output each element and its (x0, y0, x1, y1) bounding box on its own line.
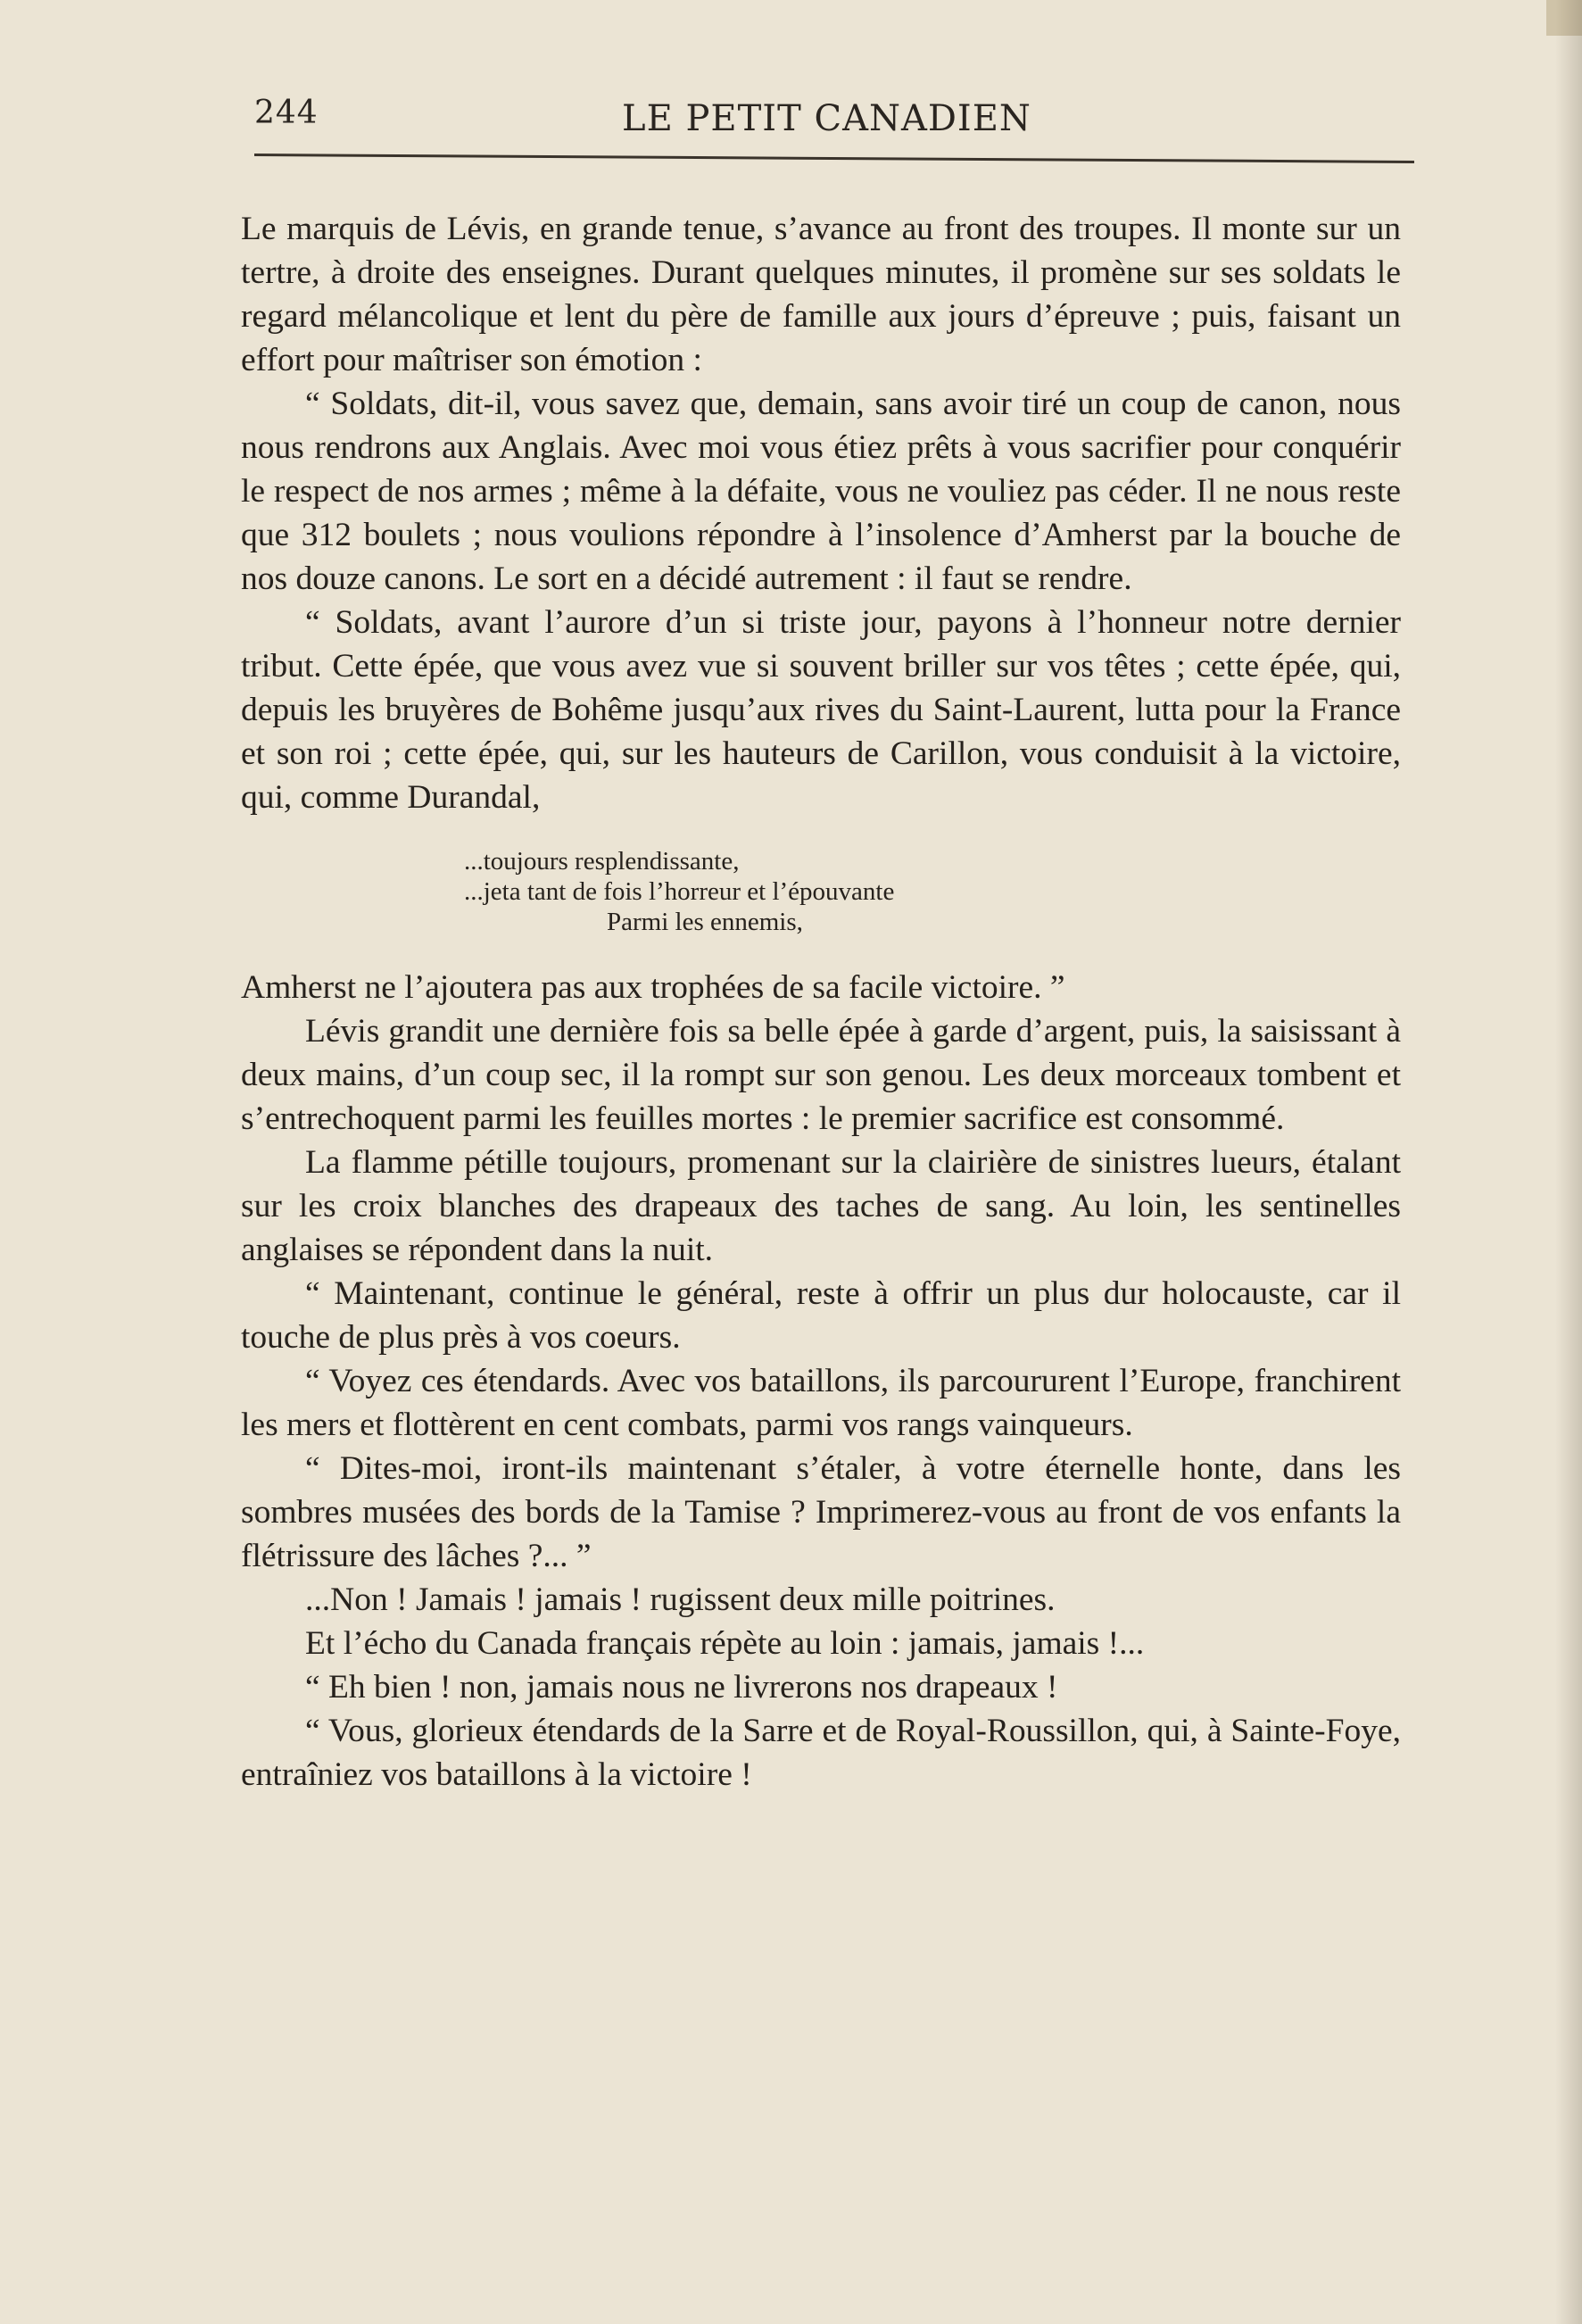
paragraph: “ Dites-moi, iront-ils maintenant s’étaler, à votre éternelle honte, dans les sombres musées des bords de la Tamise ? Imprimerez-vous au front de vos enfants la flétrissure des lâches ?... ” (241, 1450, 1401, 1574)
page-number: 244 (254, 95, 319, 131)
header-rule (254, 154, 1414, 163)
body-text (241, 207, 1401, 1797)
running-head (254, 89, 1414, 152)
verse-line: Parmi les ennemis, (607, 908, 803, 936)
verse-quote (464, 846, 1401, 937)
paragraph: “ Eh bien ! non, jamais nous ne livrerons nos drapeaux ! (305, 1669, 1058, 1706)
paragraph: ...Non ! Jamais ! jamais ! rugissent deux mille poitrines. (305, 1581, 1056, 1618)
paragraph: “ Voyez ces étendards. Avec vos bataillons, ils parcoururent l’Europe, franchirent les mers et flottèrent en cent combats, parmi vos rangs vainqueurs. (241, 1363, 1401, 1443)
paragraph: La flamme pétille toujours, promenant sur la clairière de sinistres lueurs, étalant sur les croix blanches des drapeaux des taches de sang. Au loin, les sentinelles anglaises se répondent dans la nuit. (241, 1144, 1401, 1268)
paragraph: Amherst ne l’ajoutera pas aux trophées de sa facile victoire. ” (241, 969, 1065, 1006)
paragraph: “ Soldats, dit-il, vous savez que, demain, sans avoir tiré un coup de canon, nous nous rendrons aux Anglais. Avec moi vous étiez prêts à vous sacrifier pour conquérir le respect de nos armes ; même à la défaite, vous ne vouliez pas céder. Il ne nous reste que 312 boulets ; nous voulions répondre à l’insolence d’Amherst par la bouche de nos douze canons. Le sort en a décidé autrement : il faut se rendre. (241, 386, 1401, 597)
paragraph: Et l’écho du Canada français répète au loin : jamais, jamais !... (305, 1625, 1145, 1662)
paragraph: “ Vous, glorieux étendards de la Sarre et de Royal-Roussillon, qui, à Sainte-Foye, entraîniez vos bataillons à la victoire ! (241, 1713, 1401, 1793)
book-title: LE PETIT CANADIEN (622, 98, 1031, 139)
verse-line: ...jeta tant de fois l’horreur et l’épouvante (464, 877, 895, 906)
verse-line: ...toujours resplendissante, (464, 847, 740, 876)
paragraph: “ Soldats, avant l’aurore d’un si triste jour, payons à l’honneur notre dernier tribut. Cette épée, que vous avez vue si souvent briller sur vos têtes ; cette épée, qui, depuis les bruyères de Bohême jusqu’aux rives du Saint-Laurent, lutta pour la France et son roi ; cette épée, qui, sur les hauteurs de Carillon, vous conduisit à la victoire, qui, comme Durandal, (241, 604, 1401, 816)
paragraph: Lévis grandit une dernière fois sa belle épée à garde d’argent, puis, la saisissant à deux mains, d’un coup sec, il la rompt sur son genou. Les deux morceaux tombent et s’entrechoquent parmi les feuilles mortes : le premier sacrifice est consommé. (241, 1013, 1401, 1137)
page-edge-shadow (1555, 0, 1582, 2324)
paragraph: Le marquis de Lévis, en grande tenue, s’avance au front des troupes. Il monte sur un tertre, à droite des enseignes. Durant quelques minutes, il promène sur ses soldats le regard mélancolique et lent du père de famille aux jours d’épreuve ; puis, faisant un effort pour maîtriser son émotion : (241, 211, 1401, 378)
paragraph: “ Maintenant, continue le général, reste à offrir un plus dur holocauste, car il touche de plus près à vos coeurs. (241, 1275, 1401, 1356)
